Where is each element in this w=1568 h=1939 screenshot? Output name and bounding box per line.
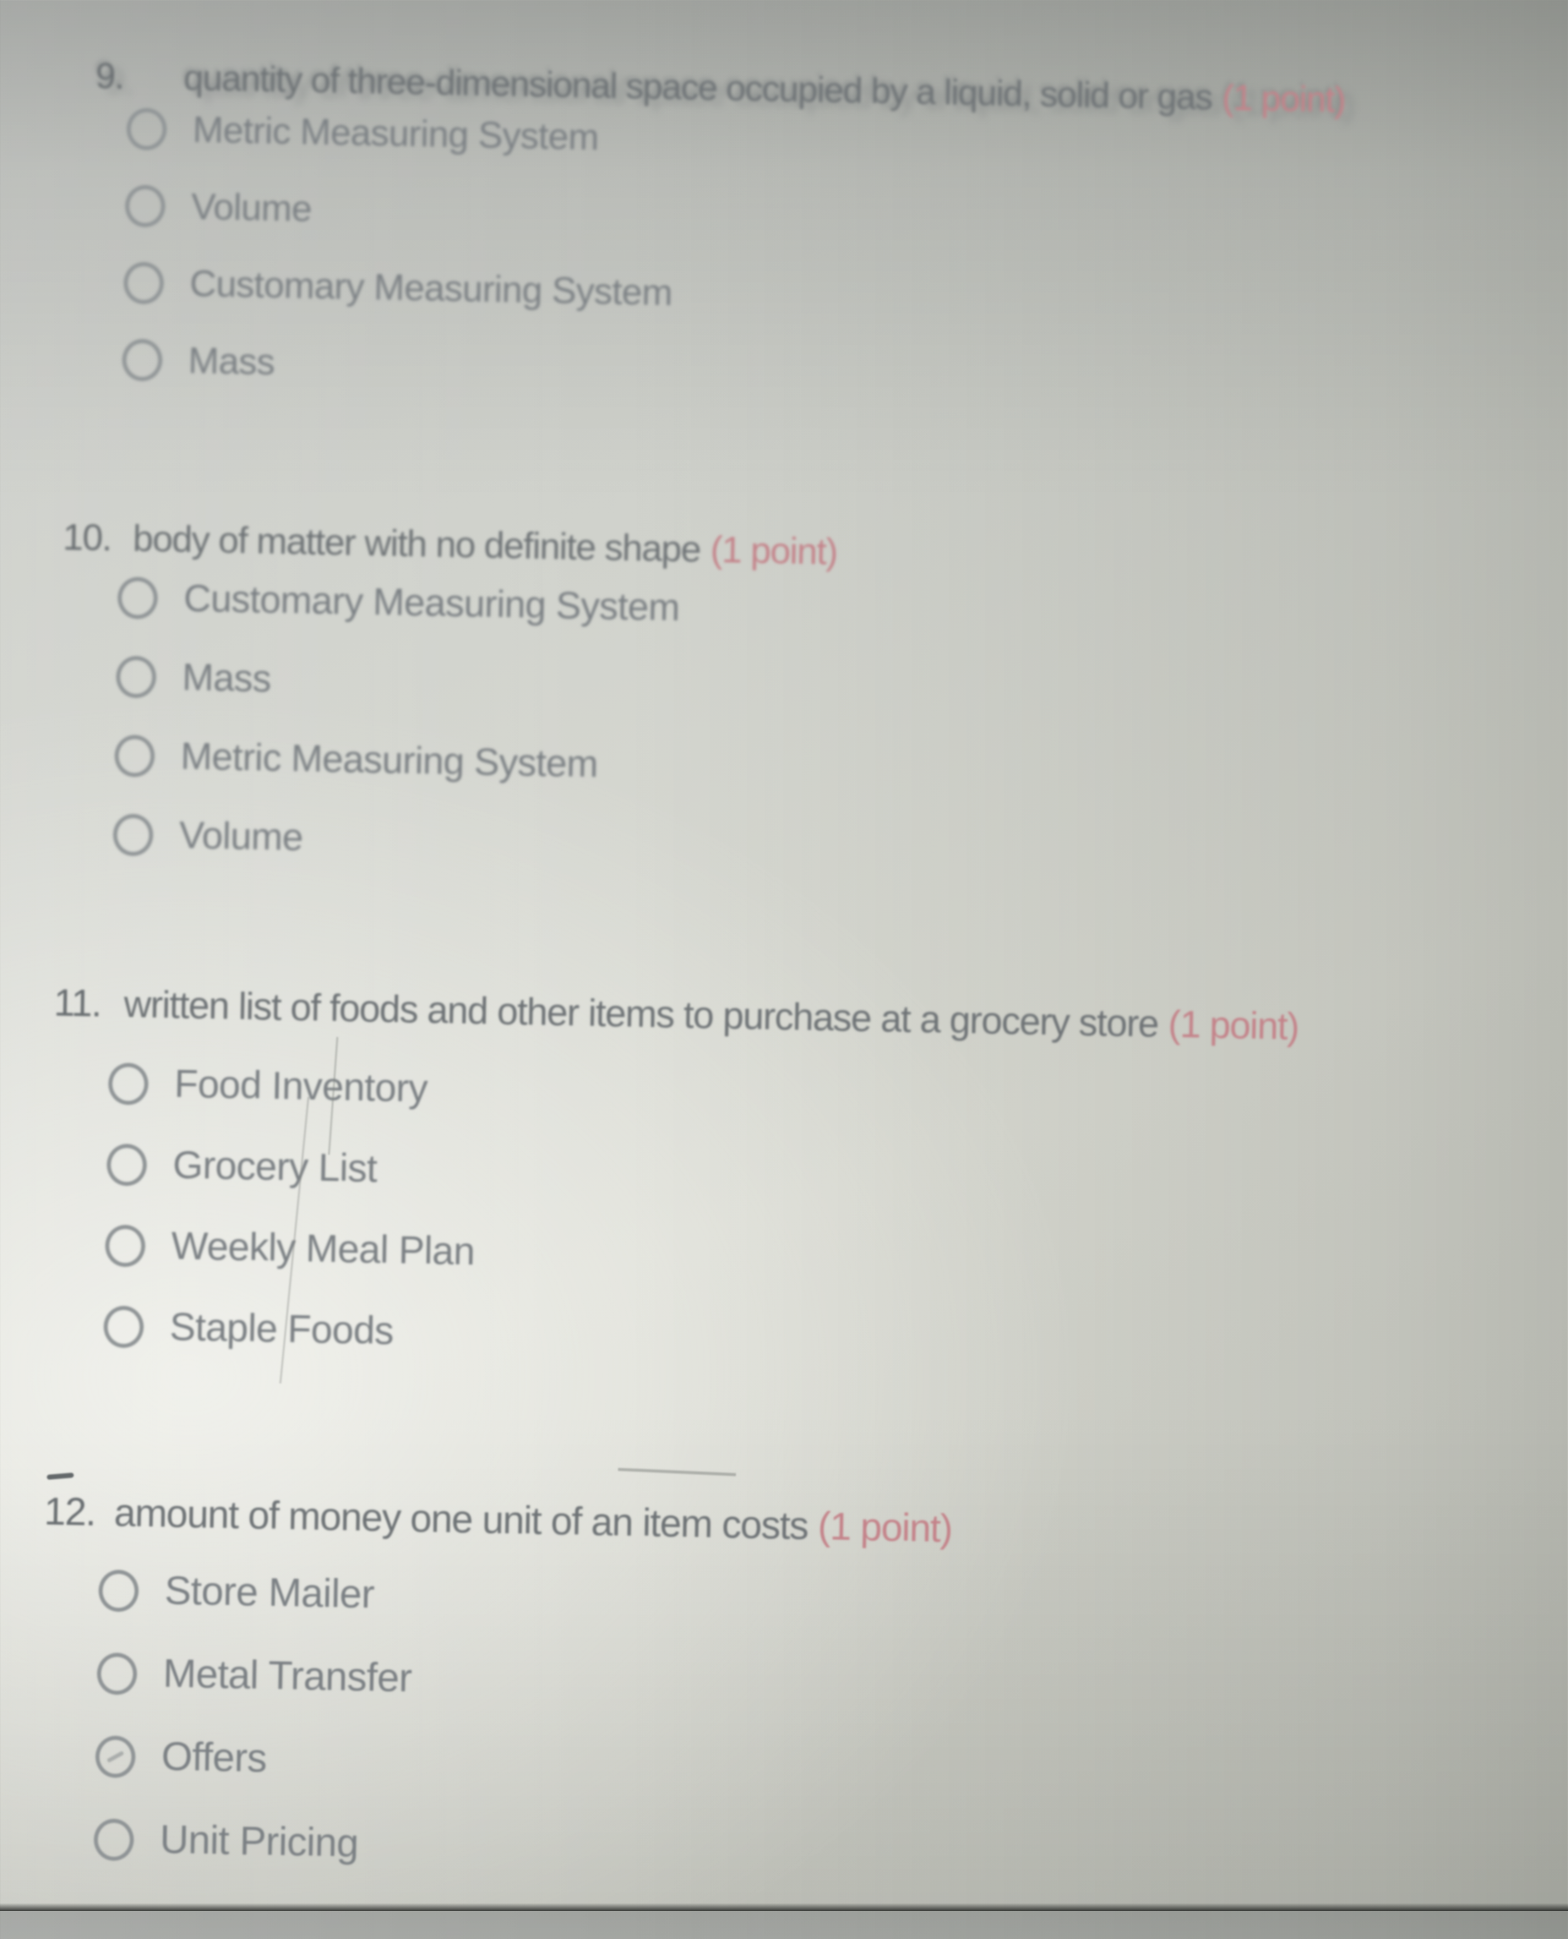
radio-button-icon[interactable]: [98, 1569, 139, 1612]
option-label: Store Mailer: [164, 1569, 375, 1618]
radio-button-icon[interactable]: [105, 1224, 146, 1267]
option-label: Mass: [181, 656, 272, 701]
question-text: body of matter with no definite shape: [132, 517, 701, 570]
question-10: [0, 514, 1559, 891]
option-label: Volume: [190, 186, 312, 230]
answer-option[interactable]: [116, 648, 1557, 734]
photo-artifact-hairline: [618, 1468, 736, 1476]
question-text: written list of foods and other items to purchase at a grocery store: [123, 983, 1159, 1046]
answer-option[interactable]: [105, 1216, 1546, 1302]
options-list: [0, 1559, 1539, 1896]
option-label: Weekly Meal Plan: [170, 1224, 476, 1274]
radio-button-icon[interactable]: [114, 735, 155, 778]
option-label: Customary Measuring System: [189, 263, 673, 314]
points-label: (1 point): [1221, 76, 1346, 121]
answer-option[interactable]: [98, 1561, 1539, 1647]
question-text: amount of money one unit of an item costs: [113, 1491, 809, 1549]
answer-option[interactable]: [106, 1135, 1547, 1221]
points-label: (1 point): [817, 1505, 953, 1551]
question-title: [0, 980, 1550, 1056]
answer-option[interactable]: [123, 254, 1564, 340]
option-label: Metric Measuring System: [192, 109, 599, 158]
answer-option[interactable]: [103, 1297, 1544, 1383]
radio-button-icon[interactable]: [95, 1735, 136, 1778]
answer-option[interactable]: [95, 1727, 1536, 1813]
option-label: Staple Foods: [169, 1305, 394, 1353]
radio-button-icon[interactable]: [116, 656, 157, 699]
question-title: [0, 1488, 1540, 1565]
radio-button-icon[interactable]: [126, 108, 167, 151]
option-label: Metric Measuring System: [180, 735, 599, 786]
radio-button-icon[interactable]: [125, 185, 166, 228]
option-label: Customary Measuring System: [183, 577, 680, 630]
radio-button-icon[interactable]: [113, 814, 154, 857]
radio-button-icon[interactable]: [108, 1062, 149, 1105]
radio-button-icon[interactable]: [103, 1305, 144, 1348]
question-9: [0, 52, 1568, 416]
answer-option[interactable]: [122, 331, 1563, 417]
question-11: [0, 980, 1550, 1383]
question-number: 9.: [95, 55, 125, 97]
option-label: Unit Pricing: [159, 1817, 359, 1866]
options-list: [0, 97, 1567, 416]
radio-button-icon[interactable]: [97, 1652, 138, 1695]
answer-option[interactable]: [114, 727, 1555, 813]
question-number: 10.: [62, 516, 112, 559]
answer-option[interactable]: [125, 177, 1566, 263]
photo-artifact-dash: [47, 1473, 74, 1480]
option-label: Volume: [178, 814, 304, 860]
radio-button-icon[interactable]: [106, 1143, 147, 1186]
answer-option[interactable]: [93, 1810, 1534, 1896]
question-12: [0, 1488, 1540, 1896]
options-list: [0, 1052, 1549, 1383]
option-label: Grocery List: [172, 1143, 378, 1191]
question-number: 12.: [43, 1490, 96, 1535]
radio-button-icon[interactable]: [123, 262, 164, 305]
radio-button-icon[interactable]: [122, 339, 163, 382]
points-label: (1 point): [710, 529, 838, 573]
answer-option[interactable]: [108, 1054, 1549, 1140]
option-label: Metal Transfer: [162, 1652, 413, 1701]
answer-option[interactable]: [113, 806, 1554, 892]
radio-button-icon[interactable]: [93, 1818, 134, 1861]
option-label: Mass: [187, 340, 276, 383]
question-text: quantity of three-dimensional space occupied by a liquid, solid or gas: [183, 56, 1213, 118]
options-list: [0, 567, 1558, 892]
option-label: Food Inventory: [173, 1062, 428, 1111]
option-label: Offers: [161, 1734, 268, 1781]
points-label: (1 point): [1167, 1003, 1300, 1049]
answer-option[interactable]: [96, 1644, 1537, 1730]
radio-button-icon[interactable]: [117, 577, 158, 620]
question-number: 11.: [53, 982, 102, 1026]
